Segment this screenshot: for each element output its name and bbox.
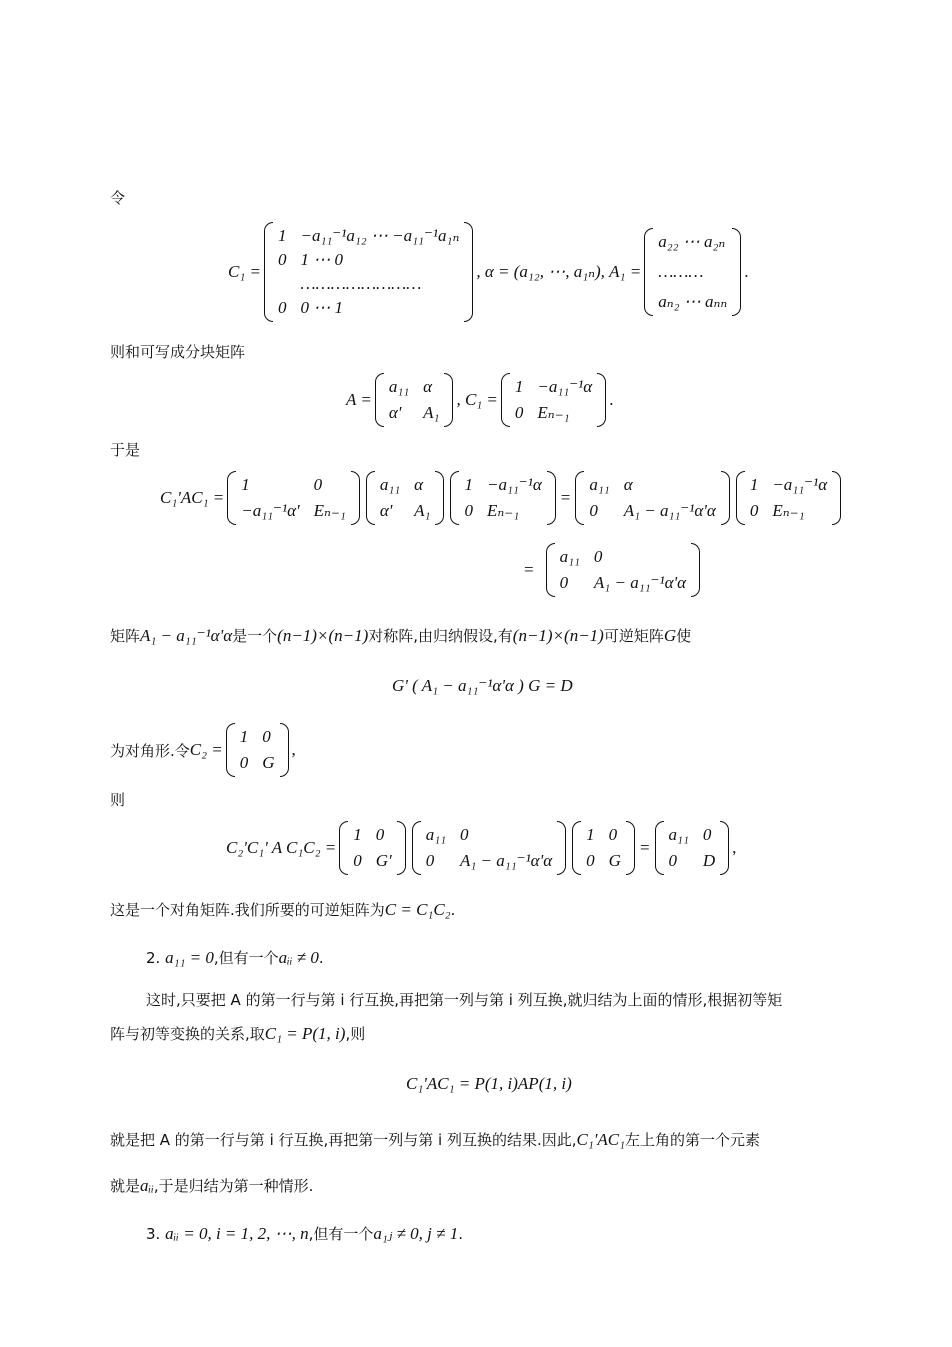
case2-p2-t1: 阵与初等变换的关系,取 bbox=[110, 1025, 265, 1043]
matrix-cell: 0 bbox=[425, 851, 435, 870]
case2-p3-t2: 左上角的第一个元素 bbox=[625, 1131, 761, 1149]
matrix-c2 bbox=[226, 723, 289, 777]
matrix-cell: 0 bbox=[460, 825, 469, 844]
equation-congruence-step bbox=[160, 468, 844, 528]
eq2-mid: , C₁ = bbox=[456, 390, 498, 409]
case2-paragraph-3 bbox=[110, 1130, 760, 1150]
matrix-cell: 1 ⋯ 0 bbox=[300, 250, 343, 269]
matrix-cell: a₁₁ bbox=[388, 377, 410, 396]
matrix-cell: A₁ bbox=[423, 403, 440, 422]
case2-p3-t1: 就是把 A 的第一行与第 i 行互换,再把第一列与第 i 列互换的结果.因此, bbox=[110, 1131, 577, 1149]
case2-p2-m: C₁ = P(1, i) bbox=[264, 1024, 346, 1043]
case2-m2: aᵢᵢ ≠ 0 bbox=[278, 948, 319, 967]
matrix-cell: …………………… bbox=[300, 274, 422, 293]
matrix-cell: 0 bbox=[589, 501, 598, 520]
matrix-cell: 0 bbox=[608, 825, 618, 844]
eq2-end: . bbox=[609, 390, 614, 409]
equation-c1-definition bbox=[228, 214, 749, 330]
matrix-cell: 1 bbox=[514, 377, 524, 396]
matrix-cell: 0 bbox=[559, 573, 569, 592]
matrix-cell bbox=[278, 274, 287, 294]
matrix-cell: a₁₁ bbox=[668, 825, 689, 844]
eq3-matrix-3 bbox=[450, 471, 555, 525]
case2-p2-t2: ,则 bbox=[345, 1025, 366, 1043]
eq5-matrix-1 bbox=[339, 821, 405, 875]
matrix-a-block bbox=[375, 373, 454, 427]
matrix-cell: G bbox=[262, 753, 275, 772]
c1-lhs: C₁ = bbox=[228, 262, 261, 281]
case2-m1: a₁₁ = 0 bbox=[165, 948, 214, 967]
eq1-end: . bbox=[744, 262, 749, 281]
matrix-cell: −a₁₁⁻¹α bbox=[772, 475, 828, 494]
juzhen-m1: A₁ − a₁₁⁻¹α'α bbox=[140, 626, 233, 645]
case2-num: 2. bbox=[146, 949, 161, 967]
matrix-cell: Eₙ₋₁ bbox=[772, 501, 805, 520]
matrix-cell: 0 bbox=[668, 851, 678, 870]
matrix-c1 bbox=[264, 222, 473, 322]
juzhen-t2: 是一个 bbox=[232, 627, 278, 645]
matrix-cell: α' bbox=[388, 403, 402, 422]
eq3-matrix-1 bbox=[227, 471, 360, 525]
eq5-matrix-3 bbox=[572, 821, 635, 875]
matrix-cell: −a₁₁⁻¹α bbox=[537, 377, 593, 396]
eq3b-equals: = bbox=[524, 560, 534, 579]
text-yushi: 于是 bbox=[110, 441, 141, 459]
text-conclusion bbox=[110, 900, 455, 920]
matrix-a1 bbox=[644, 228, 741, 316]
matrix-cell: A₁ − a₁₁⁻¹α'α bbox=[623, 501, 716, 520]
case3-heading bbox=[146, 1224, 463, 1244]
matrix-cell: −a₁₁⁻¹a₁₂ ⋯ −a₁₁⁻¹a₁ₙ bbox=[300, 226, 460, 245]
text-ze: 则 bbox=[110, 791, 126, 809]
matrix-cell: a₁₁ bbox=[589, 475, 610, 494]
matrix-cell: 1 bbox=[353, 825, 362, 844]
juzhen-t3: 对称阵,由归纳假设,有 bbox=[368, 627, 513, 645]
matrix-cell: a₁₁ bbox=[559, 547, 580, 566]
juzhen-m3: (n−1)×(n−1) bbox=[512, 626, 604, 645]
case2-p4-m: aᵢᵢ bbox=[140, 1176, 154, 1195]
text-ling: 令 bbox=[110, 189, 126, 207]
equation-diagonalize-g: G' ( A₁ − a₁₁⁻¹α'α ) G = D bbox=[392, 676, 573, 695]
matrix-cell: 0 bbox=[277, 250, 287, 269]
juzhen-t5: 使 bbox=[676, 627, 692, 645]
conclude-t1: 这是一个对角矩阵.我们所要的可逆矩阵为 bbox=[110, 901, 385, 919]
matrix-cell: Eₙ₋₁ bbox=[486, 501, 520, 520]
case2-t1: ,但有一个 bbox=[213, 949, 279, 967]
matrix-cell: 0 bbox=[464, 501, 473, 520]
matrix-cell: Eₙ₋₁ bbox=[537, 403, 570, 422]
matrix-cell: 0 bbox=[262, 727, 271, 746]
case3-m2: a₁ⱼ ≠ 0, j ≠ 1 bbox=[373, 1224, 459, 1243]
matrix-cell: D bbox=[702, 851, 716, 870]
conclude-m: C = C₁C₂ bbox=[384, 900, 451, 919]
c2-lhs: C₂ = bbox=[189, 740, 223, 759]
case3-t1: ,但有一个 bbox=[308, 1225, 374, 1243]
diag-end: , bbox=[291, 740, 296, 759]
eq3-lhs: C₁'AC₁ = bbox=[160, 488, 225, 507]
eq5-lhs: C₂'C₁' A C₁C₂ = bbox=[226, 838, 337, 857]
case2-paragraph-1: 这时,只要把 A 的第一行与第 i 行互换,再把第一列与第 i 列互换,就归结为上面的情形,根据初等矩 bbox=[146, 991, 783, 1009]
case3-end: . bbox=[458, 1225, 463, 1243]
text-let-c2 bbox=[110, 722, 296, 778]
equation-final-diagonal bbox=[226, 818, 736, 878]
juzhen-t4: 可逆矩阵 bbox=[603, 627, 664, 645]
case2-paragraph-2 bbox=[110, 1024, 365, 1044]
eq5-end: , bbox=[732, 838, 737, 857]
matrix-cell: ……… bbox=[658, 262, 704, 281]
case2-p3-m: C₁'AC₁ bbox=[576, 1130, 626, 1149]
diag-t1: 为对角形.令 bbox=[110, 741, 190, 760]
matrix-cell: α' bbox=[379, 501, 393, 520]
matrix-cell: 0 bbox=[514, 403, 524, 422]
juzhen-m4: G bbox=[663, 626, 677, 645]
matrix-cell: a₁₁ bbox=[425, 825, 447, 844]
case2-p4-t1: 就是 bbox=[110, 1177, 141, 1195]
equation-congruence-result bbox=[524, 540, 703, 600]
matrix-cell: 1 bbox=[464, 475, 473, 494]
case3-m1: aᵢᵢ = 0, i = 1, 2, ⋯, n bbox=[165, 1224, 309, 1243]
matrix-cell: Eₙ₋₁ bbox=[313, 501, 346, 520]
matrix-cell: −a₁₁⁻¹α bbox=[486, 475, 542, 494]
text-block-matrix: 则和可写成分块矩阵 bbox=[110, 343, 246, 361]
matrix-cell: A₁ bbox=[414, 501, 431, 520]
matrix-cell: 0 bbox=[702, 825, 712, 844]
eq5-matrix-2 bbox=[412, 821, 566, 875]
case3-num: 3. bbox=[146, 1225, 161, 1243]
eq5-matrix-4 bbox=[655, 821, 730, 875]
matrix-cell: α bbox=[423, 377, 433, 396]
matrix-cell: 0 bbox=[749, 501, 759, 520]
eq2-lhs: A = bbox=[346, 390, 372, 409]
conclude-end: . bbox=[450, 901, 456, 919]
matrix-cell: a₁₁ bbox=[379, 475, 401, 494]
eq5-equals: = bbox=[639, 838, 650, 857]
matrix-cell: α bbox=[414, 475, 424, 494]
matrix-cell: aₙ₂ ⋯ aₙₙ bbox=[658, 292, 728, 311]
matrix-cell: 0 bbox=[593, 547, 603, 566]
matrix-c1-block bbox=[501, 373, 606, 427]
matrix-cell: 1 bbox=[586, 825, 595, 844]
matrix-cell: 0 bbox=[239, 753, 249, 772]
case2-p4-t2: ,于是归结为第一种情形. bbox=[153, 1177, 314, 1195]
matrix-cell: α bbox=[623, 475, 633, 494]
matrix-cell: 0 bbox=[586, 851, 595, 870]
matrix-cell: −a₁₁⁻¹α' bbox=[241, 501, 300, 520]
matrix-cell: A₁ − a₁₁⁻¹α'α bbox=[460, 851, 553, 870]
text-symmetric-induction bbox=[110, 626, 691, 646]
matrix-cell: 1 bbox=[749, 475, 759, 494]
case2-end: . bbox=[318, 949, 324, 967]
eq3-equals: = bbox=[560, 488, 571, 507]
juzhen-t1: 矩阵 bbox=[110, 627, 141, 645]
matrix-cell: 1 bbox=[277, 226, 287, 245]
eq3b-matrix bbox=[546, 543, 700, 597]
matrix-cell: G bbox=[608, 851, 621, 870]
eq3-matrix-4 bbox=[575, 471, 729, 525]
matrix-cell: 0 bbox=[353, 851, 362, 870]
matrix-cell: A₁ − a₁₁⁻¹α'α bbox=[593, 573, 687, 592]
matrix-cell: 1 bbox=[239, 727, 249, 746]
matrix-cell: 0 bbox=[277, 298, 287, 317]
eq3-matrix-5 bbox=[736, 471, 841, 525]
matrix-cell: 0 bbox=[313, 475, 323, 494]
juzhen-m2: (n−1)×(n−1) bbox=[277, 626, 369, 645]
matrix-cell: 0 ⋯ 1 bbox=[300, 298, 343, 317]
eq3-matrix-2 bbox=[366, 471, 445, 525]
alpha-definition: , α = (a₁₂, ⋯, a₁ₙ), A₁ = bbox=[476, 262, 642, 281]
matrix-cell: G' bbox=[375, 851, 392, 870]
matrix-cell: a₂₂ ⋯ a₂ₙ bbox=[658, 232, 726, 251]
case2-paragraph-4 bbox=[110, 1176, 313, 1196]
equation-permutation: C₁'AC₁ = P(1, i)AP(1, i) bbox=[406, 1074, 572, 1093]
equation-block-form bbox=[346, 370, 613, 430]
matrix-cell: 1 bbox=[241, 475, 250, 494]
case2-heading bbox=[146, 948, 324, 968]
matrix-cell: 0 bbox=[375, 825, 385, 844]
